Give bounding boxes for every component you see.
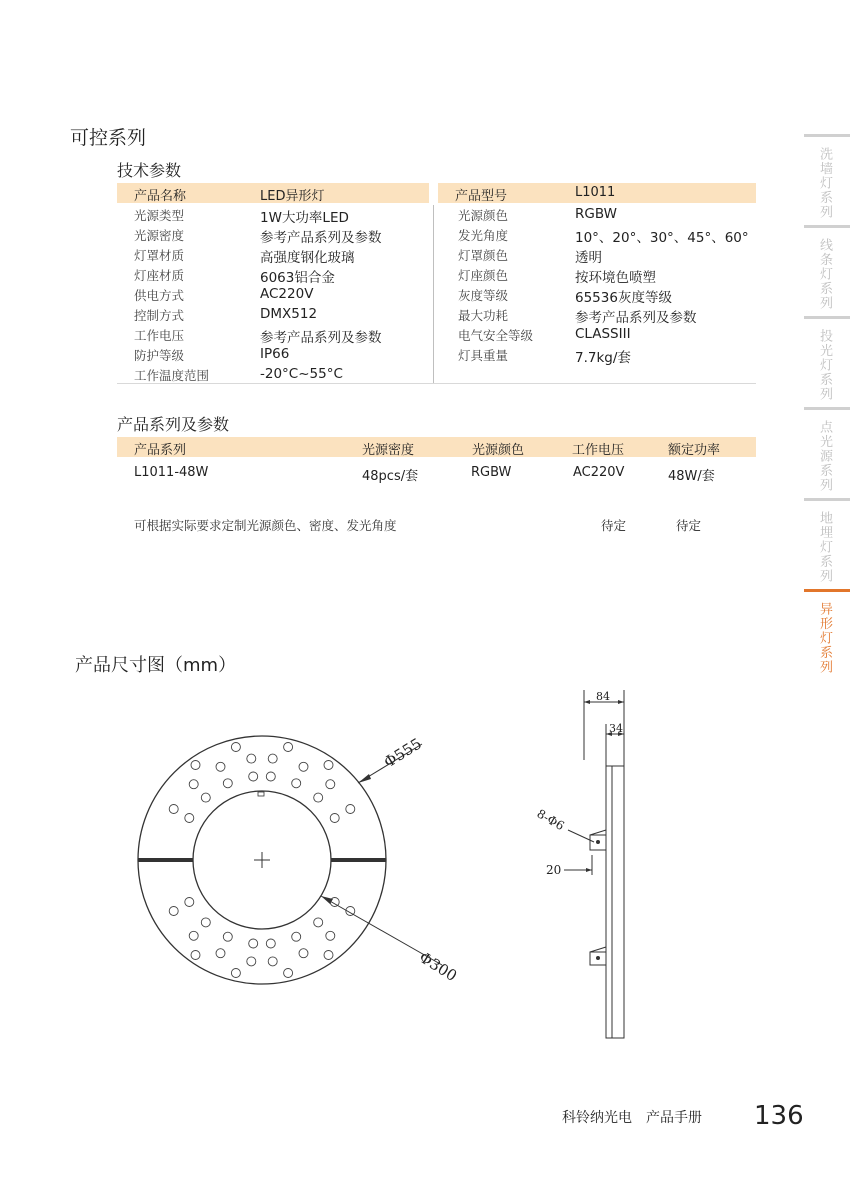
led-dot bbox=[284, 743, 293, 752]
led-dot bbox=[189, 780, 198, 789]
led-dot bbox=[249, 772, 258, 781]
spec-value: 参考产品系列及参数 bbox=[260, 230, 382, 246]
tech-heading: 技术参数 bbox=[117, 161, 182, 180]
spec-label: 供电方式 bbox=[134, 288, 185, 303]
spec-value: -20°C~55°C bbox=[260, 366, 343, 382]
spec-label: 发光角度 bbox=[458, 228, 509, 243]
spec-value: DMX512 bbox=[260, 306, 318, 322]
sidebar-divider bbox=[804, 407, 850, 410]
led-dot bbox=[223, 932, 232, 941]
spec-value: 10°、20°、30°、45°、60° bbox=[575, 230, 749, 246]
offset-label: 20 bbox=[546, 863, 562, 877]
led-dot bbox=[330, 814, 339, 823]
upper-bracket-arm bbox=[590, 830, 606, 835]
led-dot bbox=[299, 949, 308, 958]
product-name-value: LED异形灯 bbox=[260, 189, 325, 204]
led-dot bbox=[201, 918, 210, 927]
width-body-label: 34 bbox=[609, 722, 623, 735]
led-dot bbox=[216, 762, 225, 771]
spec-value: 按环境色喷塑 bbox=[575, 270, 656, 286]
spec-label: 最大功耗 bbox=[458, 308, 509, 323]
sidebar-item-1[interactable]: 线条灯系列 bbox=[817, 237, 832, 311]
product-name-label: 产品名称 bbox=[134, 189, 187, 204]
series-header-band bbox=[117, 437, 756, 457]
led-dot bbox=[185, 898, 194, 907]
spec-label: 灯座颜色 bbox=[458, 268, 509, 283]
inner-arrow bbox=[321, 896, 333, 904]
dimension-heading: 产品尺寸图（mm） bbox=[75, 655, 237, 676]
front-view-drawing bbox=[120, 720, 480, 1020]
spec-value: 6063铝合金 bbox=[260, 270, 335, 286]
led-dot bbox=[223, 779, 232, 788]
sidebar-item-3[interactable]: 点光源系列 bbox=[817, 419, 832, 493]
sidebar-divider bbox=[804, 589, 850, 592]
cell-density: 48pcs/套 bbox=[362, 469, 419, 484]
led-dot bbox=[169, 805, 178, 814]
led-dot bbox=[292, 779, 301, 788]
outer-arrow bbox=[358, 774, 371, 783]
col-power: 额定功率 bbox=[668, 443, 721, 458]
led-dot bbox=[191, 951, 200, 960]
spec-value: RGBW bbox=[575, 206, 617, 222]
spec-label: 灰度等级 bbox=[458, 288, 509, 303]
led-dot bbox=[247, 957, 256, 966]
sidebar-divider bbox=[804, 225, 850, 228]
hole-label: 8-Φ6 bbox=[534, 806, 567, 834]
led-dot bbox=[185, 814, 194, 823]
spec-value: 7.7kg/套 bbox=[575, 350, 631, 366]
led-dot bbox=[247, 754, 256, 763]
product-model-value: L1011 bbox=[575, 185, 616, 200]
footer-brand: 科铃纳光电 产品手册 bbox=[562, 1110, 702, 1126]
joint-left bbox=[138, 858, 193, 862]
spec-label: 灯具重量 bbox=[458, 348, 509, 363]
note-power: 待定 bbox=[676, 518, 702, 533]
spec-value: CLASSIII bbox=[575, 326, 631, 342]
tech-column-divider bbox=[433, 205, 434, 383]
led-dot bbox=[266, 772, 275, 781]
col-voltage: 工作电压 bbox=[572, 443, 625, 458]
inner-dia-label: Φ300 bbox=[415, 948, 461, 986]
page-title: 可控系列 bbox=[70, 127, 147, 149]
led-dot bbox=[326, 931, 335, 940]
spec-label: 控制方式 bbox=[134, 308, 185, 323]
hole-mark-lower bbox=[596, 956, 600, 960]
spec-value: 1W大功率LED bbox=[260, 210, 349, 226]
note-voltage: 待定 bbox=[601, 518, 627, 533]
led-dot bbox=[191, 761, 200, 770]
led-dot bbox=[346, 805, 355, 814]
spec-label: 灯罩材质 bbox=[134, 248, 185, 263]
spec-value: 65536灰度等级 bbox=[575, 290, 672, 306]
inner-notch bbox=[258, 792, 264, 796]
spec-label: 光源颜色 bbox=[458, 208, 509, 223]
spec-value: 透明 bbox=[575, 250, 602, 266]
outer-dia-label: Φ555 bbox=[380, 734, 425, 772]
led-dot bbox=[169, 907, 178, 916]
led-dot bbox=[284, 969, 293, 978]
led-dot bbox=[268, 957, 277, 966]
arrow-20 bbox=[586, 868, 592, 872]
spec-label: 防护等级 bbox=[134, 348, 185, 363]
led-dot bbox=[268, 754, 277, 763]
sidebar-item-0[interactable]: 洗墙灯系列 bbox=[817, 146, 832, 220]
sidebar-item-2[interactable]: 投光灯系列 bbox=[817, 328, 832, 402]
led-dot bbox=[249, 939, 258, 948]
led-dot bbox=[201, 793, 210, 802]
spec-value: 高强度钢化玻璃 bbox=[260, 250, 355, 266]
led-dot bbox=[314, 793, 323, 802]
sidebar-divider bbox=[804, 498, 850, 501]
cell-voltage: AC220V bbox=[573, 465, 625, 480]
col-color: 光源颜色 bbox=[472, 443, 525, 458]
spec-label: 光源密度 bbox=[134, 228, 185, 243]
spec-label: 电气安全等级 bbox=[458, 328, 534, 343]
spec-label: 光源类型 bbox=[134, 208, 185, 223]
sidebar-item-4[interactable]: 地埋灯系列 bbox=[817, 510, 832, 584]
sidebar-item-5[interactable]: 异形灯系列 bbox=[817, 601, 832, 675]
led-dot bbox=[324, 951, 333, 960]
custom-note: 可根据实际要求定制光源颜色、密度、发光角度 bbox=[134, 518, 397, 533]
product-model-label: 产品型号 bbox=[455, 189, 508, 204]
led-dot bbox=[326, 780, 335, 789]
series-heading: 产品系列及参数 bbox=[117, 415, 230, 434]
arrow-84-l bbox=[584, 700, 590, 704]
led-dot bbox=[189, 931, 198, 940]
hole-mark-upper bbox=[596, 840, 600, 844]
spec-label: 灯座材质 bbox=[134, 268, 185, 283]
led-dot bbox=[216, 949, 225, 958]
led-dot bbox=[299, 762, 308, 771]
led-dot bbox=[231, 743, 240, 752]
tech-header-left bbox=[117, 183, 429, 203]
col-density: 光源密度 bbox=[362, 443, 415, 458]
joint-right bbox=[331, 858, 386, 862]
spec-label: 工作温度范围 bbox=[134, 368, 210, 383]
led-dot bbox=[292, 932, 301, 941]
led-dot bbox=[324, 761, 333, 770]
spec-label: 灯罩颜色 bbox=[458, 248, 509, 263]
cell-series: L1011-48W bbox=[134, 465, 209, 480]
lower-bracket-arm bbox=[590, 947, 606, 952]
cell-power: 48W/套 bbox=[668, 469, 715, 484]
led-dot bbox=[266, 939, 275, 948]
tech-bottom-rule bbox=[117, 383, 756, 384]
arrow-84-r bbox=[618, 700, 624, 704]
spec-value: AC220V bbox=[260, 286, 314, 302]
side-view-drawing bbox=[520, 690, 660, 1050]
spec-value: 参考产品系列及参数 bbox=[260, 330, 382, 346]
width-total-label: 84 bbox=[596, 690, 610, 703]
spec-label: 工作电压 bbox=[134, 328, 185, 343]
sidebar-divider bbox=[804, 134, 850, 137]
cell-color: RGBW bbox=[471, 465, 512, 480]
tech-header-right bbox=[438, 183, 756, 203]
sidebar-divider bbox=[804, 316, 850, 319]
led-dot bbox=[314, 918, 323, 927]
col-series: 产品系列 bbox=[134, 443, 187, 458]
lamp-body bbox=[606, 766, 624, 1038]
spec-value: IP66 bbox=[260, 346, 290, 362]
page-number: 136 bbox=[754, 1101, 804, 1131]
spec-value: 参考产品系列及参数 bbox=[575, 310, 697, 326]
led-dot bbox=[231, 969, 240, 978]
